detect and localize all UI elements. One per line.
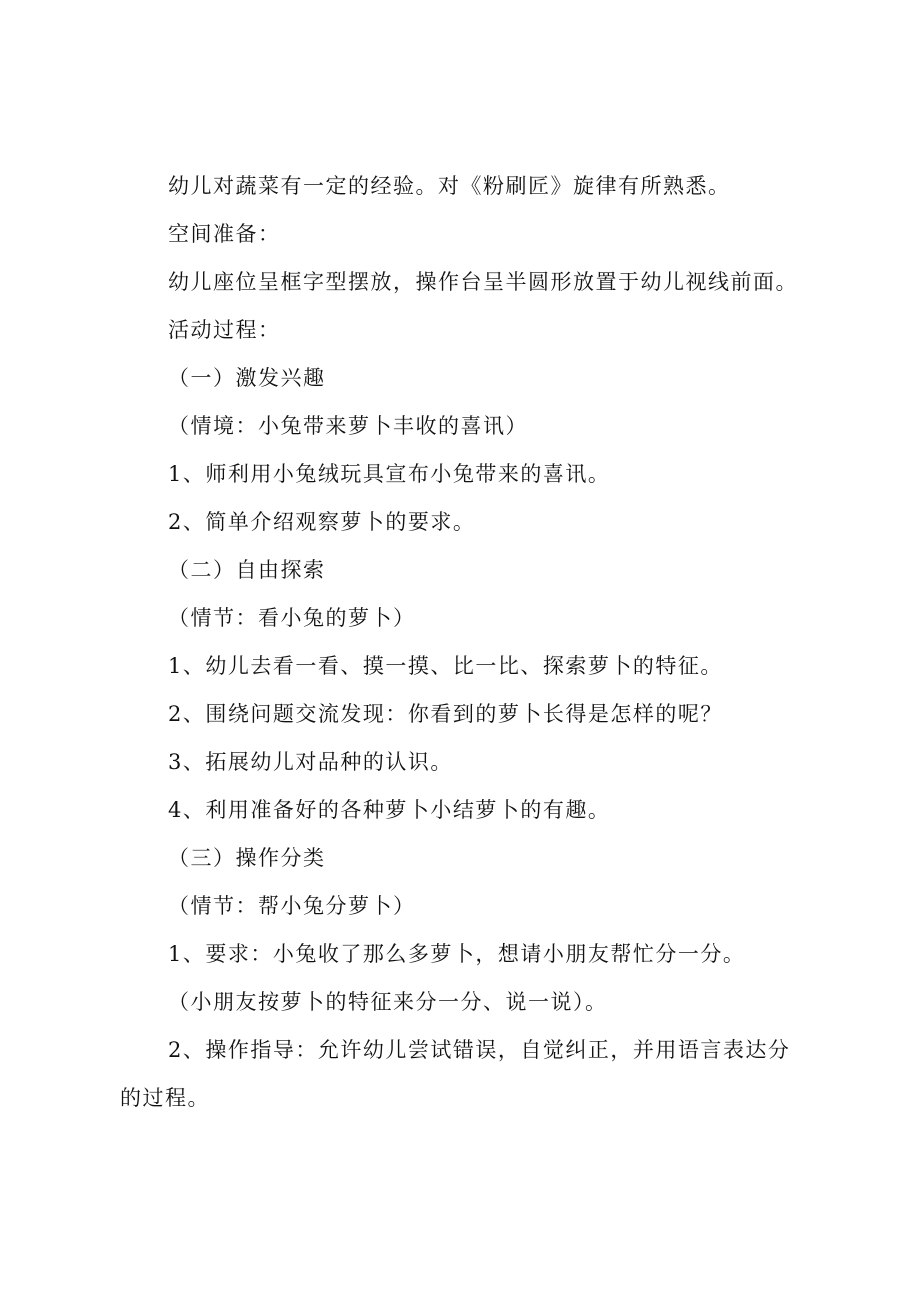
list-item: 2、操作指导：允许幼儿尝试错误，自觉纠正，并用语言表达分 bbox=[168, 1038, 791, 1062]
section-heading: （二）自由探索 bbox=[168, 558, 326, 582]
text-line: 空间准备： bbox=[168, 222, 281, 246]
section-heading: （一）激发兴趣 bbox=[168, 366, 326, 390]
text-line: （情节：帮小兔分萝卜） bbox=[168, 894, 416, 918]
list-item: 4、利用准备好的各种萝卜小结萝卜的有趣。 bbox=[168, 798, 611, 822]
text-line: 幼儿对蔬菜有一定的经验。对《粉刷匠》旋律有所熟悉。 bbox=[168, 174, 731, 198]
section-heading: （三）操作分类 bbox=[168, 846, 326, 870]
list-item: 1、师利用小兔绒玩具宣布小兔带来的喜讯。 bbox=[168, 462, 611, 486]
text-line: （情境：小兔带来萝卜丰收的喜讯） bbox=[168, 414, 528, 438]
text-line: （情节：看小兔的萝卜） bbox=[168, 606, 416, 630]
list-item: 2、简单介绍观察萝卜的要求。 bbox=[168, 510, 476, 534]
list-item: 3、拓展幼儿对品种的认识。 bbox=[168, 750, 453, 774]
list-item: 2、围绕问题交流发现：你看到的萝卜长得是怎样的呢？ bbox=[168, 702, 723, 726]
list-item: 1、幼儿去看一看、摸一摸、比一比、探索萝卜的特征。 bbox=[168, 654, 723, 678]
text-line: （小朋友按萝卜的特征来分一分、说一说）。 bbox=[168, 990, 608, 1014]
list-item: 1、要求：小兔收了那么多萝卜，想请小朋友帮忙分一分。 bbox=[168, 942, 746, 966]
text-line: 幼儿座位呈框字型摆放，操作台呈半圆形放置于幼儿视线前面。 bbox=[168, 270, 798, 294]
text-line: 活动过程： bbox=[168, 318, 281, 342]
text-line: 的过程。 bbox=[120, 1086, 210, 1110]
